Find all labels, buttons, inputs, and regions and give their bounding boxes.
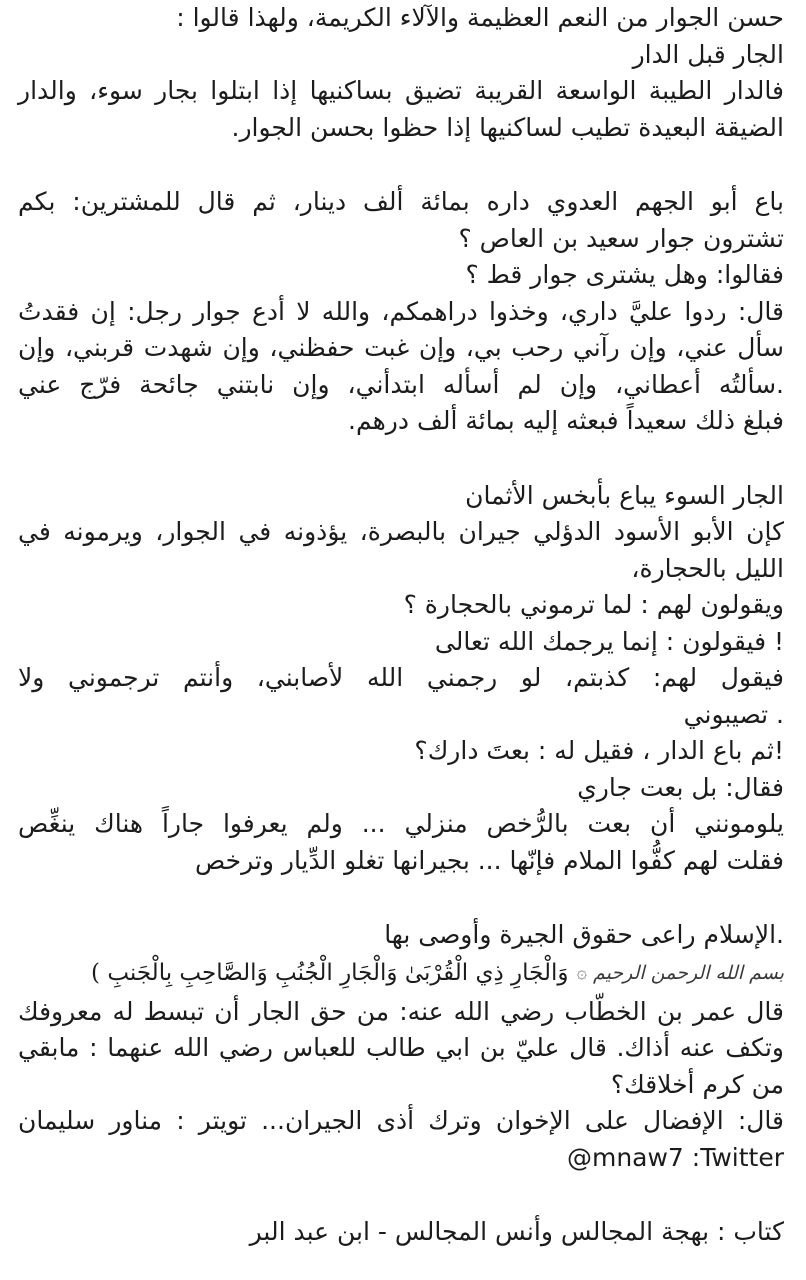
text-line: سأل عني، وإن رآني رحب بي، وإن غبت حفظني، وإن شهدت قربني، وإن bbox=[18, 333, 784, 362]
text-line: الليل بالحجارة، bbox=[631, 553, 784, 583]
text-line: فقال: بل بعت جاري bbox=[577, 772, 784, 802]
text-line: كإن الأبو الأسود الدؤلي جيران بالبصرة، يؤذونه في الجوار، ويرمونه في bbox=[18, 517, 784, 546]
paragraph-gap bbox=[18, 146, 784, 184]
text-line: فيقول لهم: كذبتم، لو رجمني الله لأصابني، وأنتم ترجموني ولا bbox=[18, 663, 784, 692]
twitter-handle: @mnaw7 :Twitter bbox=[566, 1142, 784, 1172]
paragraph-bad-neighbor bbox=[18, 478, 784, 880]
source-citation: كتاب : بهجة المجالس وأنس المجالس - ابن عبد البر bbox=[249, 1217, 784, 1246]
text-line: حسن الجوار من النعم العظيمة والآلاء الكريمة، ولهذا قالوا : bbox=[176, 3, 784, 32]
text-line: قال: ردوا عليَّ داري، وخذوا دراهمكم، والله لا أدع جوار رجل: إن فقدتُ bbox=[18, 296, 784, 326]
poem-line: فقلت لهم كفُّوا الملام فإنّها ... بجيرانها تغلو الدِّيار وترخص bbox=[195, 845, 784, 875]
paragraph-gap bbox=[18, 879, 784, 917]
paragraph-good-neighbor bbox=[18, 0, 784, 146]
text-line: .الإسلام راعى حقوق الجيرة وأوصى بها bbox=[384, 920, 784, 949]
text-line: من كرم أخلاقك؟ bbox=[610, 1069, 784, 1099]
text-line: الضيقة البعيدة تطيب لساكنيها إذا حظوا بحسن الجوار. bbox=[231, 112, 784, 142]
poem-line: يلومونني أن بعت بالرُّخص منزلي ... ولم يعرفوا جاراً هناك ينغِّص bbox=[18, 809, 784, 838]
text-line: قال عمر بن الخطّاب رضي الله عنه: من حق الجار أن تبسط له معروفك bbox=[18, 996, 784, 1026]
text-line: فقالوا: وهل يشترى جوار قط ؟ bbox=[465, 260, 784, 289]
text-line: فبلغ ذلك سعيداً فبعثه إليه بمائة ألف درهم. bbox=[348, 406, 784, 435]
text-line: .سألتُه أعطاني، وإن لم أسأله ابتدأني، وإن نابتني جائحة فرّج عني bbox=[18, 369, 784, 399]
text-line: ويقولون لهم : لما ترموني بالحجارة ؟ bbox=[403, 590, 784, 619]
basmala-calligraphy: بسم الله الرحمن الرحيم bbox=[593, 962, 784, 985]
paragraph-abu-jahm-story bbox=[18, 184, 784, 440]
text-line: قال: الإفضال على الإخوان وترك أذى الجيران... تويتر : مناور سليمان bbox=[18, 1106, 784, 1135]
paragraph-islam-neighbors bbox=[18, 917, 784, 1176]
quran-verse bbox=[18, 954, 784, 994]
text-line: تشترون جوار سعيد بن العاص ؟ bbox=[458, 223, 784, 253]
text-line: باع أبو الجهم العدوي داره بمائة ألف دينار، ثم قال للمشترين: بكم bbox=[18, 187, 784, 216]
text-line: فالدار الطيبة الواسعة القريبة تضيق بساكنيها إذا ابتلوا بجار سوء، والدار bbox=[18, 76, 784, 105]
text-line: ! فيقولون : إنما يرجمك الله تعالى bbox=[434, 626, 784, 656]
verse-text: وَالْجَارِ ذِي الْقُرْبَىٰ وَالْجَارِ الْجُنُبِ وَالصَّاحِبِ بِالْجَنبِ ) bbox=[91, 960, 569, 987]
text-line: وتكف عنه أذاك. قال عليّ بن ابي طالب للعباس رضي الله عنهما : مابقي bbox=[18, 1033, 784, 1062]
paragraph-gap bbox=[18, 440, 784, 478]
text-line: الجار قبل الدار bbox=[632, 39, 784, 69]
text-line: . تصيبوني bbox=[683, 699, 784, 729]
text-line: !ثم باع الدار ، فقيل له : بعتَ دارك؟ bbox=[414, 736, 784, 765]
text-line: الجار السوء يباع بأبخس الأثمان bbox=[465, 480, 784, 510]
paragraph-gap bbox=[18, 1176, 784, 1214]
ornament-icon: ۞ bbox=[576, 962, 588, 984]
